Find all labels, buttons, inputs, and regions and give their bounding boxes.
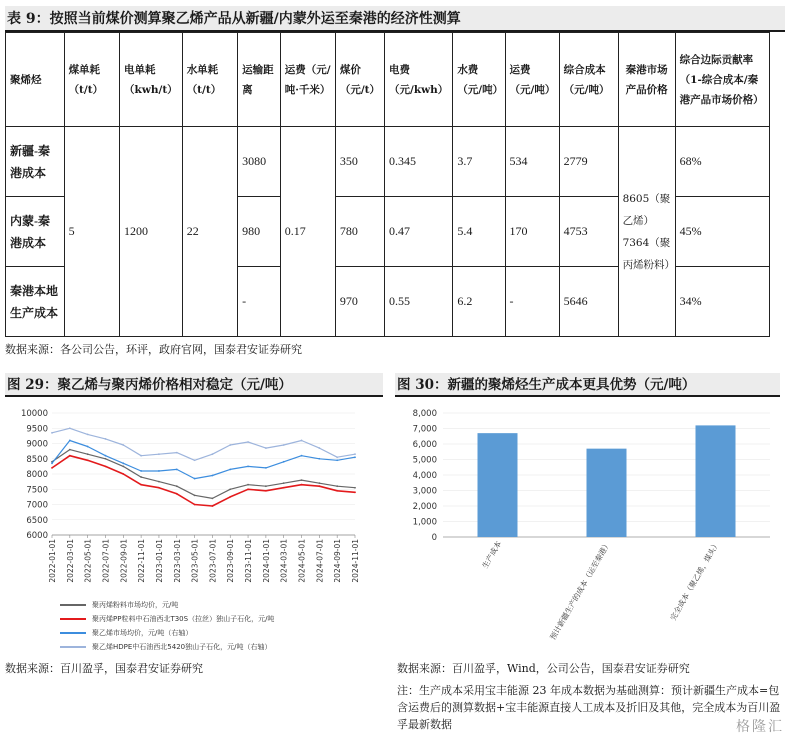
- data-point: [229, 444, 231, 446]
- data-point: [247, 488, 249, 490]
- data-point: [318, 482, 320, 484]
- data-point: [51, 432, 53, 434]
- fig30-source: 数据来源：百川盈孚，Wind，公司公告，国泰君安证券研究: [397, 662, 690, 675]
- data-point: [318, 485, 320, 487]
- y-tick-label: 6,000: [412, 440, 437, 450]
- cell-distance: -: [238, 267, 281, 337]
- data-point: [105, 455, 107, 457]
- legend-swatch: [60, 632, 86, 634]
- row-label: 秦港本地生产成本: [6, 267, 65, 337]
- data-point: [87, 453, 89, 455]
- legend-label: 聚乙烯HDPE中石油西北5420独山子石化，元/吨（右轴）: [92, 643, 272, 651]
- cell-water: 6.2: [453, 267, 505, 337]
- data-point: [176, 469, 178, 471]
- data-point: [69, 427, 71, 429]
- y-tick-label: 1,000: [412, 517, 437, 528]
- cell-freight: -: [505, 267, 559, 337]
- x-tick-label: 2024-05-01: [297, 539, 307, 583]
- legend-item: [60, 598, 274, 612]
- y-tick-label: 0: [431, 533, 437, 543]
- data-point: [354, 491, 356, 493]
- data-point: [212, 498, 214, 500]
- cell-distance: 3080: [238, 127, 281, 197]
- data-point: [229, 488, 231, 490]
- data-point: [140, 470, 142, 472]
- data-point: [336, 485, 338, 487]
- x-tick-label: 2023-05-01: [190, 539, 200, 583]
- data-point: [87, 446, 89, 448]
- x-tick-label: 2022-11-01: [137, 539, 147, 583]
- x-tick-label: 2024-09-01: [333, 539, 343, 583]
- bar: [478, 433, 518, 537]
- col-header: 聚烯烃: [6, 33, 65, 127]
- x-tick-label: 2024-03-01: [279, 539, 289, 583]
- bar: [587, 449, 627, 537]
- data-point: [105, 458, 107, 460]
- data-point: [69, 449, 71, 451]
- cell-water-unit: 22: [182, 127, 237, 337]
- y-tick-label: 7,000: [412, 424, 437, 435]
- data-point: [212, 453, 214, 455]
- data-point: [229, 496, 231, 498]
- cell-cost: 4753: [559, 197, 618, 267]
- col-header: 水单耗（t/t）: [182, 33, 237, 127]
- data-point: [247, 441, 249, 443]
- y-tick-label: 5,000: [412, 455, 437, 466]
- data-point: [122, 444, 124, 446]
- data-point: [122, 465, 124, 467]
- table-header-row: [6, 33, 770, 127]
- data-point: [283, 487, 285, 489]
- y-tick-label: 10000: [20, 409, 48, 419]
- fig29-source: 数据来源：百川盈孚，国泰君安证券研究: [5, 662, 203, 675]
- economics-table: [5, 32, 770, 337]
- x-tick-label: 完全成本（聚乙烯，煤头）: [668, 539, 722, 622]
- data-point: [336, 490, 338, 492]
- x-tick-label: 预计新疆生产的成本（运至秦港）: [548, 539, 613, 642]
- x-tick-label: 2023-01-01: [154, 539, 164, 583]
- data-point: [158, 453, 160, 455]
- x-tick-label: 2023-09-01: [226, 539, 236, 583]
- x-tick-label: 2022-07-01: [101, 539, 111, 583]
- legend-label: 聚丙烯PP粒料中石油西北T30S（拉丝）独山子石化，元/吨: [92, 615, 275, 623]
- y-tick-label: 7000: [26, 500, 48, 511]
- fig30-title: 图 30：新疆的聚烯烃生产成本更具优势（元/吨）: [395, 373, 780, 397]
- cell-margin: 45%: [675, 197, 769, 267]
- data-point: [212, 475, 214, 477]
- col-header: 运费（元/吨·千米）: [280, 33, 335, 127]
- data-point: [336, 459, 338, 461]
- series-line: [52, 428, 355, 460]
- x-tick-label: 2024-11-01: [351, 539, 360, 583]
- x-tick-label: 2022-09-01: [119, 539, 129, 583]
- data-point: [105, 438, 107, 440]
- watermark: 格隆汇: [736, 719, 784, 735]
- x-tick-label: 2023-07-01: [208, 539, 218, 583]
- price-chart-legend: [60, 598, 274, 654]
- x-tick-label: 2022-03-01: [65, 539, 75, 583]
- cell-elec: 0.55: [385, 267, 453, 337]
- data-point: [158, 470, 160, 472]
- y-tick-label: 6500: [26, 515, 48, 526]
- cost-bar-chart: [395, 405, 780, 655]
- data-point: [265, 467, 267, 469]
- data-point: [51, 462, 53, 464]
- table-title: 表 9：按照当前煤价测算聚乙烯产品从新疆/内蒙外运至秦港的经济性测算: [5, 6, 785, 32]
- y-tick-label: 4,000: [412, 471, 437, 481]
- data-point: [105, 465, 107, 467]
- cell-margin: 34%: [675, 267, 769, 337]
- cell-distance: 980: [238, 197, 281, 267]
- cell-cost: 5646: [559, 267, 618, 337]
- cell-market-price: 8605（聚乙烯）7364（聚丙烯粉料）: [618, 127, 675, 337]
- data-point: [265, 447, 267, 449]
- y-tick-label: 2,000: [412, 502, 437, 512]
- legend-swatch: [60, 604, 86, 606]
- data-point: [158, 481, 160, 483]
- data-point: [176, 452, 178, 454]
- cell-elec: 0.345: [385, 127, 453, 197]
- data-point: [301, 484, 303, 486]
- cell-freight: 534: [505, 127, 559, 197]
- y-tick-label: 9500: [26, 424, 48, 435]
- x-tick-label: 2023-03-01: [172, 539, 182, 583]
- data-point: [354, 487, 356, 489]
- cell-freight-rate: 0.17: [280, 127, 335, 337]
- data-point: [87, 459, 89, 461]
- col-header: 运费（元/吨）: [505, 33, 559, 127]
- table-source: 数据来源：各公司公告，环评，政府官网，国泰君安证券研究: [5, 343, 302, 356]
- series-line: [52, 456, 355, 506]
- col-header: 电费（元/kwh）: [385, 33, 453, 127]
- y-tick-label: 3,000: [412, 486, 437, 497]
- x-tick-label: 2024-07-01: [315, 539, 325, 583]
- data-point: [283, 444, 285, 446]
- legend-swatch: [60, 646, 86, 648]
- col-header: 水费（元/吨）: [453, 33, 505, 127]
- fig30-note: 注：生产成本采用宝丰能源 23 年成本数据为基础测算：预计新疆生产成本=包含运费后的测算数据+宝丰能源直接人工成本及折旧及其他，完全成本为百川盈孚最新数据: [397, 684, 781, 731]
- legend-label: 聚丙烯粉料市场均价，元/吨: [92, 601, 179, 609]
- data-point: [318, 447, 320, 449]
- data-point: [122, 462, 124, 464]
- data-point: [283, 482, 285, 484]
- col-header: 秦港市场产品价格: [618, 33, 675, 127]
- data-point: [247, 465, 249, 467]
- data-point: [140, 476, 142, 478]
- cell-water: 5.4: [453, 197, 505, 267]
- legend-label: 聚乙烯市场均价，元/吨（右轴）: [92, 629, 193, 637]
- data-point: [194, 494, 196, 496]
- table-row: [6, 127, 770, 197]
- y-tick-label: 6000: [26, 531, 48, 541]
- data-point: [69, 455, 71, 457]
- data-point: [194, 459, 196, 461]
- y-tick-label: 8,000: [412, 409, 437, 419]
- data-point: [176, 485, 178, 487]
- data-point: [265, 485, 267, 487]
- data-point: [301, 455, 303, 457]
- cell-margin: 68%: [675, 127, 769, 197]
- cell-cost: 2779: [559, 127, 618, 197]
- row-label: 内蒙-秦港成本: [6, 197, 65, 267]
- data-point: [194, 504, 196, 506]
- y-tick-label: 8000: [26, 470, 48, 480]
- data-point: [336, 456, 338, 458]
- legend-item: [60, 612, 274, 626]
- data-point: [318, 458, 320, 460]
- data-point: [69, 440, 71, 442]
- data-point: [354, 453, 356, 455]
- x-tick-label: 2022-01-01: [48, 539, 57, 583]
- fig29-title: 图 29：聚乙烯与聚丙烯价格相对稳定（元/吨）: [5, 373, 383, 397]
- col-header: 电单耗（kwh/t）: [120, 33, 183, 127]
- data-point: [229, 469, 231, 471]
- cell-elec-unit: 1200: [120, 127, 183, 337]
- data-point: [354, 456, 356, 458]
- row-label: 新疆-秦港成本: [6, 127, 65, 197]
- x-tick-label: 生产成本: [480, 539, 504, 570]
- cell-coal-price: 780: [335, 197, 384, 267]
- data-point: [212, 505, 214, 507]
- y-tick-label: 7500: [26, 485, 48, 496]
- data-point: [140, 455, 142, 457]
- x-tick-label: 2022-05-01: [83, 539, 93, 583]
- cell-elec: 0.47: [385, 197, 453, 267]
- cell-coal-price: 970: [335, 267, 384, 337]
- cell-coal-unit: 5: [64, 127, 119, 337]
- col-header: 煤单耗（t/t）: [64, 33, 119, 127]
- data-point: [247, 484, 249, 486]
- y-tick-label: 9000: [26, 439, 48, 450]
- data-point: [87, 433, 89, 435]
- y-tick-label: 8500: [26, 454, 48, 465]
- data-point: [51, 467, 53, 469]
- data-point: [265, 490, 267, 492]
- data-point: [194, 478, 196, 480]
- data-point: [122, 473, 124, 475]
- cell-freight: 170: [505, 197, 559, 267]
- col-header: 综合成本（元/吨）: [559, 33, 618, 127]
- cell-water: 3.7: [453, 127, 505, 197]
- series-line: [52, 441, 355, 479]
- legend-item: [60, 640, 274, 654]
- legend-swatch: [60, 618, 86, 620]
- cell-coal-price: 350: [335, 127, 384, 197]
- data-point: [283, 461, 285, 463]
- legend-item: [60, 626, 274, 640]
- data-point: [301, 440, 303, 442]
- col-header: 综合边际贡献率（1-综合成本/秦港产品市场价格）: [675, 33, 769, 127]
- x-tick-label: 2023-11-01: [244, 539, 254, 583]
- data-point: [140, 484, 142, 486]
- data-point: [176, 493, 178, 495]
- col-header: 煤价（元/t）: [335, 33, 384, 127]
- x-tick-label: 2024-01-01: [261, 539, 271, 583]
- data-point: [301, 479, 303, 481]
- col-header: 运输距离: [238, 33, 281, 127]
- bar: [696, 425, 736, 537]
- data-point: [158, 487, 160, 489]
